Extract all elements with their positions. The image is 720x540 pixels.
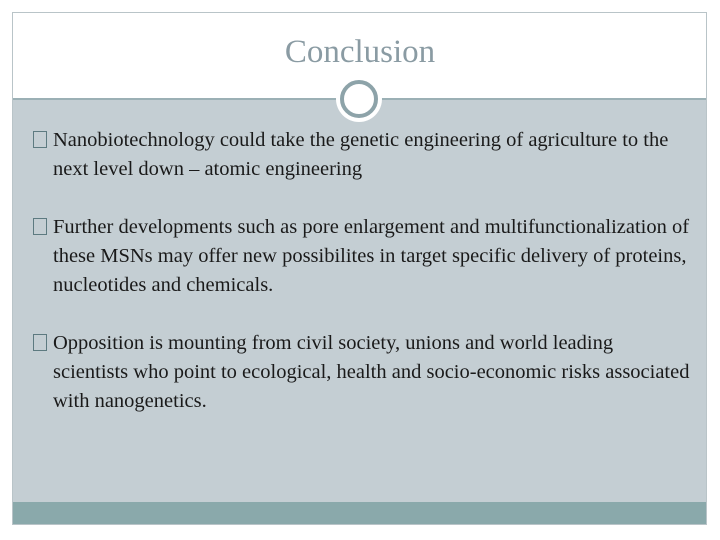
footer-bar — [13, 502, 706, 524]
bullet-text: Opposition is mounting from civil society, unions and world leading scientists who point to ecological, health and socio-economic risks associated with nanogenetics. — [53, 332, 690, 412]
bullet-item — [33, 213, 693, 300]
bullet-item — [33, 329, 693, 416]
square-bullet-icon — [33, 131, 47, 148]
square-bullet-icon — [33, 334, 47, 351]
bullet-text: Further developments such as pore enlargement and multifunctionalization of these MSNs may offer new possibilites in target specific delivery of proteins, nucleotides and chemicals. — [53, 216, 690, 296]
bullet-list — [33, 126, 693, 445]
bullet-text: Nanobiotechnology could take the genetic engineering of agriculture to the next level down – atomic engineering — [53, 129, 669, 180]
slide-title: Conclusion — [284, 34, 436, 70]
square-bullet-icon — [33, 218, 47, 235]
circle-ornament-icon — [340, 80, 378, 118]
bullet-item — [33, 126, 693, 184]
